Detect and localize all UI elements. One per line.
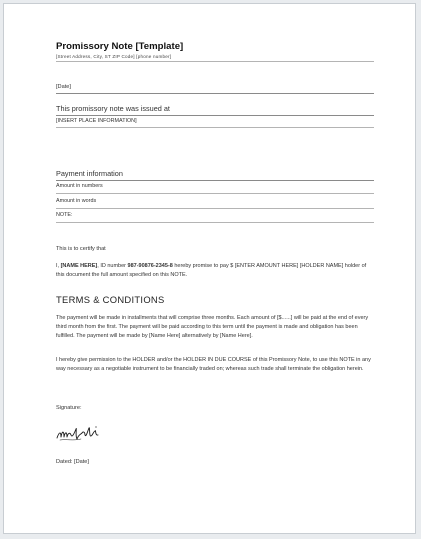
note-field[interactable]: NOTE: <box>56 212 73 218</box>
amount-words-field[interactable]: Amount in words <box>56 198 97 204</box>
document-title: Promissory Note [Template] <box>56 41 184 52</box>
date-divider <box>56 93 374 94</box>
document-page <box>3 3 416 534</box>
certify-rest: hereby promise to pay $ [ENTER AMOUNT HERE] [HOLDER NAME] holder of this document the full amount specified on this NOTE. <box>56 263 367 279</box>
signature-label: Signature: <box>56 405 82 411</box>
place-field[interactable]: [INSERT PLACE INFORMATION] <box>56 118 137 124</box>
terms-paragraph-2: I hereby give permission to the HOLDER and/or the HOLDER IN DUE COURSE of this Promissory Note, to use this NOTE in any way necessary as a negotiable instrument to be financially traded on; whereas such trade shall terminate the obligation herein. <box>56 357 371 373</box>
certify-prefix: I, <box>56 263 61 269</box>
amount-words-underline <box>56 208 374 209</box>
certify-name: [NAME HERE] <box>60 263 98 269</box>
amount-numbers-underline <box>56 193 374 194</box>
certify-paragraph <box>56 262 376 280</box>
address-line: [Street Address, City, ST ZIP Code] [phone number] <box>56 54 172 59</box>
payment-divider <box>56 180 374 181</box>
issued-heading: This promissory note was issued at <box>56 104 170 113</box>
amount-numbers-field[interactable]: Amount in numbers <box>56 183 103 189</box>
payment-heading: Payment information <box>56 169 123 178</box>
dated-label[interactable]: Dated: [Date] <box>56 459 89 465</box>
date-field[interactable]: [Date] <box>56 84 71 90</box>
certify-text: This is to certify that <box>56 246 106 252</box>
terms-heading: TERMS & CONDITIONS <box>56 294 165 305</box>
place-underline <box>56 127 374 128</box>
title-divider <box>56 61 374 62</box>
signature-mark <box>55 423 105 445</box>
issued-divider <box>56 115 374 116</box>
terms-paragraph-1: The payment will be made in installments that will comprise three months. Each amount of [$......] will be paid at the end of every third month from the first. The payment will be paid according to this term until the payment is made and obligation has been fulfilled. The payment will be made by [Name Here] alternatively by [Name Here]. <box>56 315 369 340</box>
certify-id-label: , ID number <box>97 263 128 269</box>
note-underline <box>56 222 374 223</box>
certify-id-number: 987-90876-2345-8 <box>127 263 173 269</box>
